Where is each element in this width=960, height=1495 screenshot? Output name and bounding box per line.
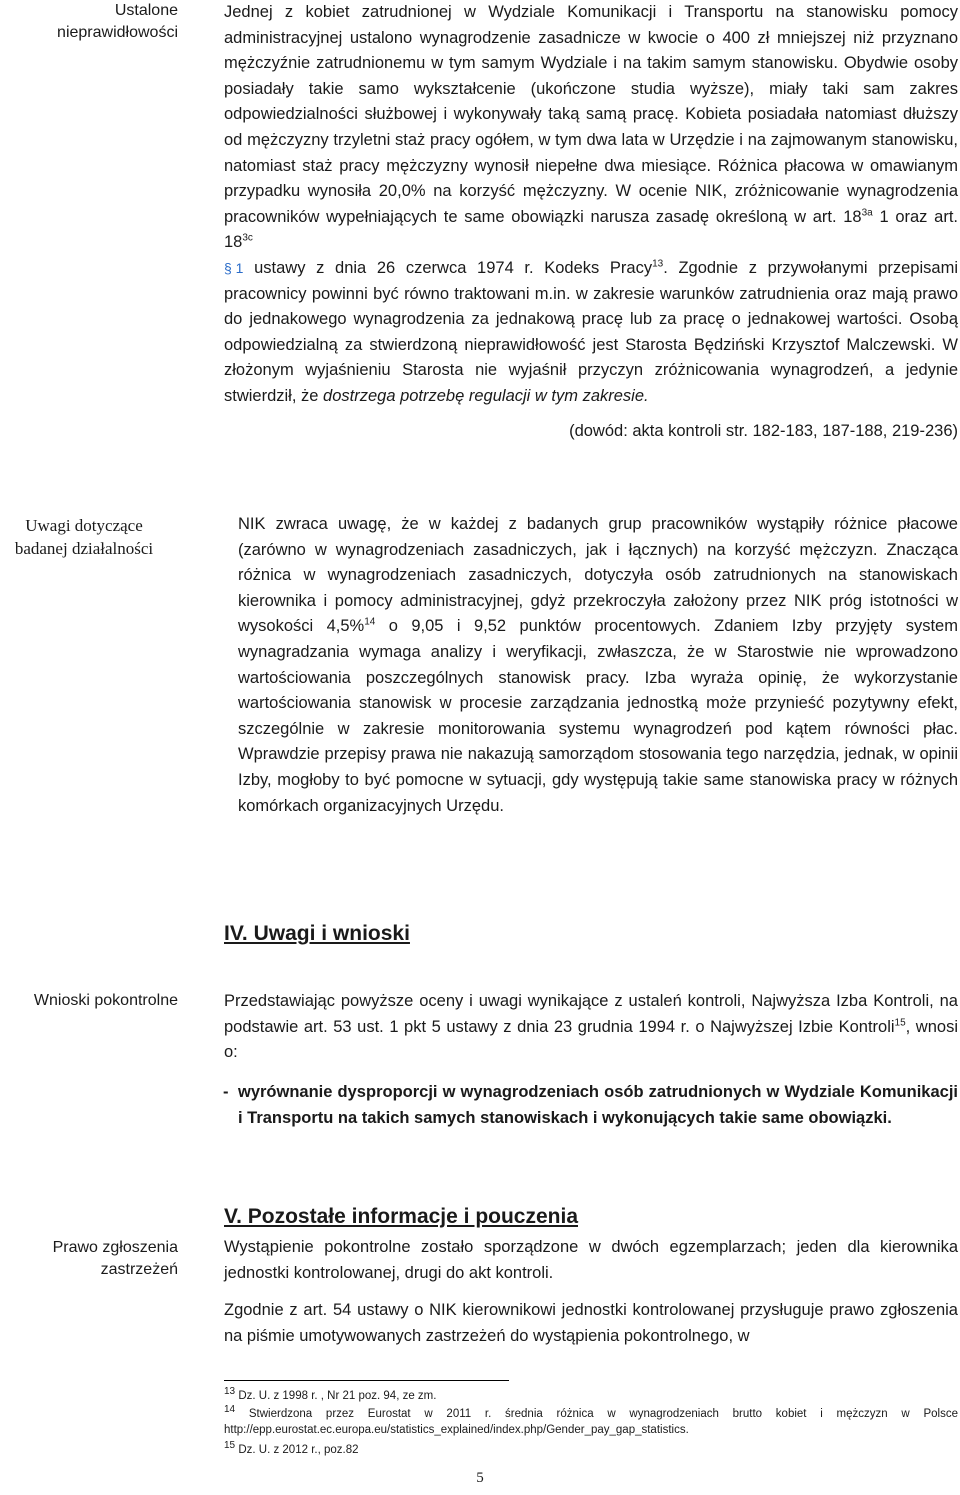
footnote-text: Dz. U. z 1998 r. , Nr 21 poz. 94, ze zm. xyxy=(238,1390,437,1402)
bullet-dash: - xyxy=(223,1083,229,1101)
section-iv-heading: IV. Uwagi i wnioski xyxy=(224,922,410,945)
uwagi-paragraph xyxy=(238,512,958,819)
pouczenia-paragraph-1 xyxy=(224,1235,958,1286)
wnioski-text-lead: Przedstawiając powyższe oceny i uwagi wynikające z ustaleń kontroli, Najwyższa Izba Kontroli, na podstawie art. 53 ust. 1 pkt 5 ustawy z dnia 23 grudnia 1994 r. o Najwyższej Izbie Kontroli xyxy=(224,992,958,1036)
footnote-text: Dz. U. z 2012 r., poz.82 xyxy=(238,1444,359,1456)
ustalone-quote: dostrzega potrzebę regulacji w tym zakresie. xyxy=(323,386,649,405)
side-label-uwagi: Uwagi dotyczące badanej działalności xyxy=(14,516,154,558)
footnote-number: 14 xyxy=(224,1404,236,1416)
paragraph-link-icon[interactable]: § 1 xyxy=(224,259,244,276)
footnote-15 xyxy=(224,1442,958,1458)
footnote-separator xyxy=(224,1380,509,1381)
page-number: 5 xyxy=(476,1470,484,1486)
ustalone-text-tail: . Zgodnie z przywołanymi przepisami pracownicy powinni być równo traktowani m.in. w zakresie warunków zatrudnienia oraz mają prawo do jednakowego wynagrodzenia za jednakową pracę lub za pracę o jednakowej wartości. Osobą odpowiedzialną za stwierdzoną nieprawidłowość jest Starosta Będziński Krzysztof Malczewski. W złożonym wyjaśnieniu Starosta nie wyjaśnił przyczyn zróżnicowania wynagrodzeń, a jedynie stwierdził, że xyxy=(224,258,958,405)
pouczenia-text-1: Wystąpienie pokontrolne zostało sporządzone w dwóch egzemplarzach; jeden dla kierownika jednostki kontrolowanej, drugi do akt kontroli. xyxy=(224,1238,958,1282)
art-superscript-3a: 3a xyxy=(861,207,873,219)
footnote-ref-15[interactable]: 15 xyxy=(894,1017,906,1029)
pouczenia-text-2: Zgodnie z art. 54 ustawy o NIK kierownikowi jednostki kontrolowanej przysługuje prawo zgłoszenia na piśmie umotywowanych zastrzeżeń do wystąpienia pokontrolnego, w xyxy=(224,1301,958,1345)
recommendation-text: wyrównanie dysproporcji w wynagrodzeniach osób zatrudnionych w Wydziale Komunikacji i Transportu na takich samych stanowiskach i wykonujących takie same obowiązki. xyxy=(238,1083,958,1127)
footnote-ref-14[interactable]: 14 xyxy=(364,616,376,628)
ustalone-text-mid1: 1 oraz art. 18 xyxy=(224,207,958,252)
evidence-reference: (dowód: akta kontroli str. 182-183, 187-188, 219-236) xyxy=(569,421,958,440)
footnote-ref-13[interactable]: 13 xyxy=(652,258,664,270)
section-v-heading: V. Pozostałe informacje i pouczenia xyxy=(224,1205,578,1228)
footnote-number: 15 xyxy=(224,1440,236,1452)
side-label-wnioski: Wnioski pokontrolne xyxy=(33,992,178,1009)
uwagi-text-tail: o 9,05 i 9,52 punktów procentowych. Zdaniem Izby przyjęty system wynagradzania wymaga analizy i weryfikacji, zwłaszcza, że w Starostwie nie wprowadzono wartościowania poszczególnych stanowisk pracy. Izba wyraża opinię, że wykorzystanie wartościowania stanowisk w procesie zarządzania jednostką może przynieść pozytywny efekt, szczególnie w zakresie monitorowania systemu wynagrodzeń pod kątem równości płac. Wprawdzie przepisy prawa nie nakazują samorządom stosowania tego narzędzia, jednak, w opinii Izby, mogłoby to być pomocne w sytuacji, gdy występują takie same stanowiska pracy w różnych komórkach organizacyjnych Urzędu. xyxy=(238,617,958,815)
side-label-ustalone: Ustalone nieprawidłowości xyxy=(57,2,178,41)
footnote-13 xyxy=(224,1388,958,1404)
recommendation-item xyxy=(223,1079,958,1131)
wnioski-text-tail: , wnosi o: xyxy=(224,1017,958,1062)
ustalone-text-lead: Jednej z kobiet zatrudnionej w Wydziale Komunikacji i Transportu na stanowisku pomocy administracyjnej ustalono wynagrodzenie zasadnicze w kwocie o 400 zł mniejszej niż przyznano mężczyźnie zatrudnionemu w tym samym Wydziale i na takim samym stanowisku. Obydwie osoby posiadały takie samo wykształcenie (ukończone studia wyższe), miały taki sam zakres odpowiedzialności służbowej i wykonywały taką samą pracę. Kobieta posiadała natomiast dłuższy od mężczyzny trzyletni staż pracy ogółem, w tym dwa lata w Urzędzie i na zajmowanym stanowisku, natomiast staż pracy mężczyzny wynosił niepełne dwa miesiące. Różnica płacowa w omawianym przypadku wynosiła 20,0% na korzyść mężczyzny. W ocenie NIK, zróżnicowanie wynagrodzenia pracowników wypełniających te same obowiązki narusza zasadę określoną w art. 18 xyxy=(224,3,958,226)
ustalone-text-mid2: ustawy z dnia 26 czerwca 1974 r. Kodeks Pracy xyxy=(243,258,653,277)
uwagi-text-lead: NIK zwraca uwagę, że w każdej z badanych grup pracowników wystąpiły różnice płacowe (zarówno w wynagrodzeniach zasadniczych, jak i łącznych) na korzyść mężczyzn. Znacząca różnica w wynagrodzeniach zasadniczych, dotyczyła osób zatrudnionych na stanowiskach kierownika i pomocy administracyjnej, gdyż przekroczyła założony przez NIK próg istotności w wysokości 4,5% xyxy=(238,515,958,636)
pouczenia-paragraph-2 xyxy=(224,1298,958,1349)
footnote-text[interactable]: Stwierdzona przez Eurostat w 2011 r. średnia różnica w wynagrodzeniach brutto kobiet i mężczyzn w Polsce http://epp.eurostat.ec.europa.eu/statistics_explained/index.php/Gender_pay_gap_statistics. xyxy=(224,1408,958,1436)
footnote-number: 13 xyxy=(224,1386,236,1398)
ustalone-paragraph xyxy=(224,0,958,444)
art-superscript-3c: 3c xyxy=(242,232,253,244)
footnote-14 xyxy=(224,1406,958,1438)
wnioski-paragraph xyxy=(224,989,958,1066)
side-label-zastrzezenia: Prawo zgłoszenia zastrzeżeń xyxy=(52,1239,178,1278)
